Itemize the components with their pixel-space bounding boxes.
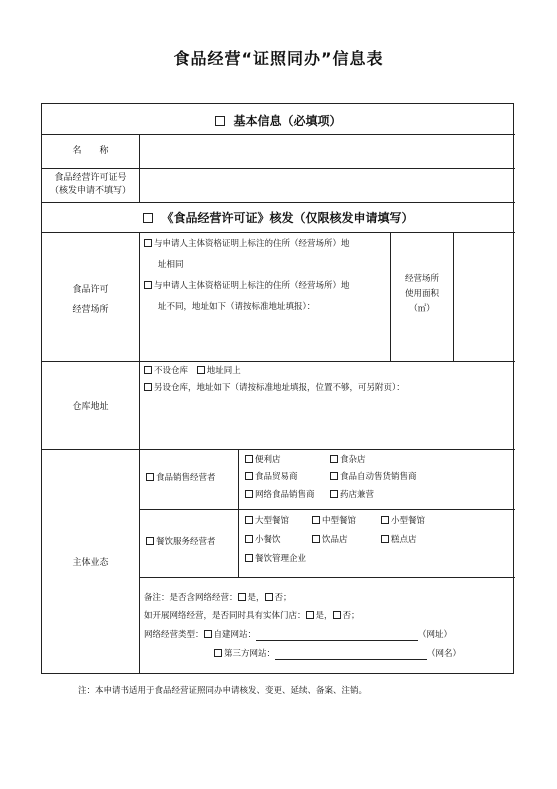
catering-item-4[interactable]	[312, 534, 348, 546]
checkbox-icon[interactable]	[381, 535, 389, 543]
row-divider	[42, 232, 515, 233]
checkbox-icon[interactable]	[245, 472, 253, 480]
catering-item-6[interactable]	[245, 553, 306, 565]
sales-item-5[interactable]	[330, 489, 374, 501]
catering-item-text: 中型餐馆	[322, 516, 357, 526]
warehouse-option-none-text: 不设仓库	[154, 366, 189, 376]
form-title: 食品经营“证照同办”信息表	[173, 49, 384, 68]
third-party-label: 第三方网站：	[224, 649, 276, 659]
row-divider	[42, 202, 515, 203]
premises-label	[42, 280, 139, 320]
sales-item-1[interactable]	[330, 454, 366, 466]
sales-item-text: 便利店	[255, 455, 281, 465]
remarks-online-line	[144, 592, 292, 604]
catering-item-text: 糕点店	[391, 535, 417, 545]
area-label-line2: 使用面积	[404, 289, 439, 299]
checkbox-icon[interactable]	[146, 473, 154, 481]
row-divider	[42, 449, 515, 450]
footnote: 注：本申请书适用于食品经营证照同办申请核发、变更、延续、备案、注销。	[78, 686, 368, 696]
third-party-option[interactable]	[214, 649, 275, 659]
row-divider	[139, 509, 515, 510]
checkbox-icon[interactable]	[381, 516, 389, 524]
premises-label-line2: 经营场所	[72, 305, 109, 315]
license-number-field[interactable]	[140, 169, 514, 202]
catering-item-text: 小餐饮	[255, 535, 281, 545]
catering-item-text: 大型餐馆	[255, 516, 290, 526]
checkbox-icon[interactable]	[330, 472, 338, 480]
self-site-option[interactable]	[204, 630, 257, 640]
sales-item-3[interactable]	[330, 471, 417, 483]
area-label	[391, 272, 453, 317]
name-label: 名 称	[72, 146, 109, 156]
checkbox-icon[interactable]	[330, 455, 338, 463]
catering-item-5[interactable]	[381, 534, 417, 546]
business-type-label: 主体业态	[72, 558, 109, 568]
sales-item-4[interactable]	[245, 489, 315, 501]
checkbox-icon[interactable]	[144, 366, 152, 374]
row-divider	[139, 577, 515, 578]
sales-item-2[interactable]	[245, 471, 298, 483]
sales-item-text: 食杂店	[340, 455, 366, 465]
license-number-label-line1: 食品经营许可证号	[54, 173, 127, 183]
sales-item-text: 药店兼营	[340, 490, 375, 500]
premises-option-same-text-cont: 址相同	[158, 260, 184, 270]
checkbox-icon[interactable]	[144, 239, 152, 247]
warehouse-label: 仓库地址	[72, 402, 109, 412]
checkbox-icon[interactable]	[197, 366, 205, 374]
no-text: 否；	[274, 593, 292, 603]
checkbox-icon	[143, 213, 153, 223]
license-number-label	[42, 172, 139, 198]
sales-item-text: 食品自动售货销售商	[340, 472, 417, 482]
yes-text: 是，	[315, 611, 333, 621]
checkbox-icon[interactable]	[265, 593, 273, 601]
checkbox-icon[interactable]	[245, 455, 253, 463]
self-site-label: 自建网站：	[213, 630, 257, 640]
remarks-online-no[interactable]	[265, 593, 292, 603]
checkbox-icon[interactable]	[245, 490, 253, 498]
warehouse-option-other-text: 另设仓库，地址如下（请按标准地址填报，位置不够，可另附页）：	[154, 383, 405, 393]
remarks-online-yes[interactable]	[238, 593, 265, 603]
col-divider	[139, 232, 140, 674]
yes-text: 是，	[247, 593, 265, 603]
area-field[interactable]	[454, 233, 514, 361]
sales-item-text: 食品贸易商	[255, 472, 298, 482]
section-basic-info-title: 基本信息（必填项）	[233, 114, 342, 128]
catering-item-3[interactable]	[245, 534, 281, 546]
catering-item-text: 饮品店	[322, 535, 348, 545]
catering-item-0[interactable]	[245, 515, 289, 527]
checkbox-icon[interactable]	[312, 535, 320, 543]
self-site-suffix: （网址）	[418, 630, 453, 640]
remarks-online-question: 备注：是否含网络经营：	[144, 593, 238, 603]
section-license-issue-header	[42, 209, 515, 226]
section-basic-info-header	[42, 112, 515, 129]
warehouse-option-same-text: 地址同上	[206, 366, 241, 376]
self-site-url-field[interactable]	[256, 631, 418, 641]
catering-operator-option[interactable]	[146, 536, 216, 548]
warehouse-options-line1	[144, 365, 241, 377]
sales-item-0[interactable]	[245, 454, 281, 466]
premises-option-same[interactable]	[144, 238, 350, 250]
checkbox-icon[interactable]	[144, 383, 152, 391]
sales-operator-label: 食品销售经营者	[156, 473, 216, 483]
checkbox-icon[interactable]	[146, 537, 154, 545]
name-field[interactable]	[140, 135, 514, 168]
area-label-line3: （㎡）	[409, 304, 435, 314]
remarks-online-type-line	[144, 629, 452, 641]
checkbox-icon[interactable]	[204, 630, 212, 638]
row-divider	[42, 361, 515, 362]
info-table	[41, 103, 514, 674]
no-text: 否；	[342, 611, 360, 621]
catering-item-2[interactable]	[381, 515, 425, 527]
checkbox-icon[interactable]	[144, 281, 152, 289]
catering-item-text: 小型餐馆	[391, 516, 426, 526]
remarks-third-party-line	[214, 648, 461, 660]
checkbox-icon[interactable]	[306, 611, 314, 619]
checkbox-icon[interactable]	[245, 554, 253, 562]
license-number-label-line2: （核发申请不填写）	[49, 186, 131, 196]
warehouse-option-none[interactable]	[144, 366, 188, 376]
checkbox-icon[interactable]	[245, 516, 253, 524]
checkbox-icon	[215, 116, 225, 126]
checkbox-icon[interactable]	[330, 490, 338, 498]
warehouse-option-other[interactable]	[144, 382, 405, 394]
area-label-line1: 经营场所	[404, 274, 439, 284]
checkbox-icon[interactable]	[238, 593, 246, 601]
premises-option-different-text: 与申请人主体资格证明上标注的住所（经营场所）地	[154, 281, 350, 291]
third-party-suffix: （网名）	[427, 649, 462, 659]
section-license-issue-title: 《食品经营许可证》核发（仅限核发申请填写）	[161, 211, 414, 225]
checkbox-icon[interactable]	[312, 516, 320, 524]
remarks-store-question: 如开展网络经营，是否同时具有实体门店：	[144, 611, 306, 621]
premises-option-different[interactable]	[144, 280, 350, 292]
premises-option-different-text-cont: 址不同，地址如下（请按标准地址填报）：	[158, 302, 316, 312]
checkbox-icon[interactable]	[245, 535, 253, 543]
checkbox-icon[interactable]	[333, 611, 341, 619]
catering-operator-label: 餐饮服务经营者	[156, 537, 216, 547]
remarks-store-yes[interactable]	[306, 611, 333, 621]
premises-option-same-text: 与申请人主体资格证明上标注的住所（经营场所）地	[154, 239, 350, 249]
catering-item-text: 餐饮管理企业	[255, 554, 307, 564]
remarks-store-line	[144, 610, 360, 622]
online-type-label: 网络经营类型：	[144, 630, 204, 640]
sales-operator-option[interactable]	[146, 472, 216, 484]
col-divider	[238, 449, 239, 577]
catering-item-1[interactable]	[312, 515, 356, 527]
checkbox-icon[interactable]	[214, 649, 222, 657]
sales-item-text: 网络食品销售商	[255, 490, 315, 500]
third-party-name-field[interactable]	[275, 650, 427, 660]
remarks-store-no[interactable]	[333, 611, 360, 621]
premises-label-line1: 食品许可	[72, 285, 109, 295]
warehouse-option-same[interactable]	[197, 366, 241, 376]
